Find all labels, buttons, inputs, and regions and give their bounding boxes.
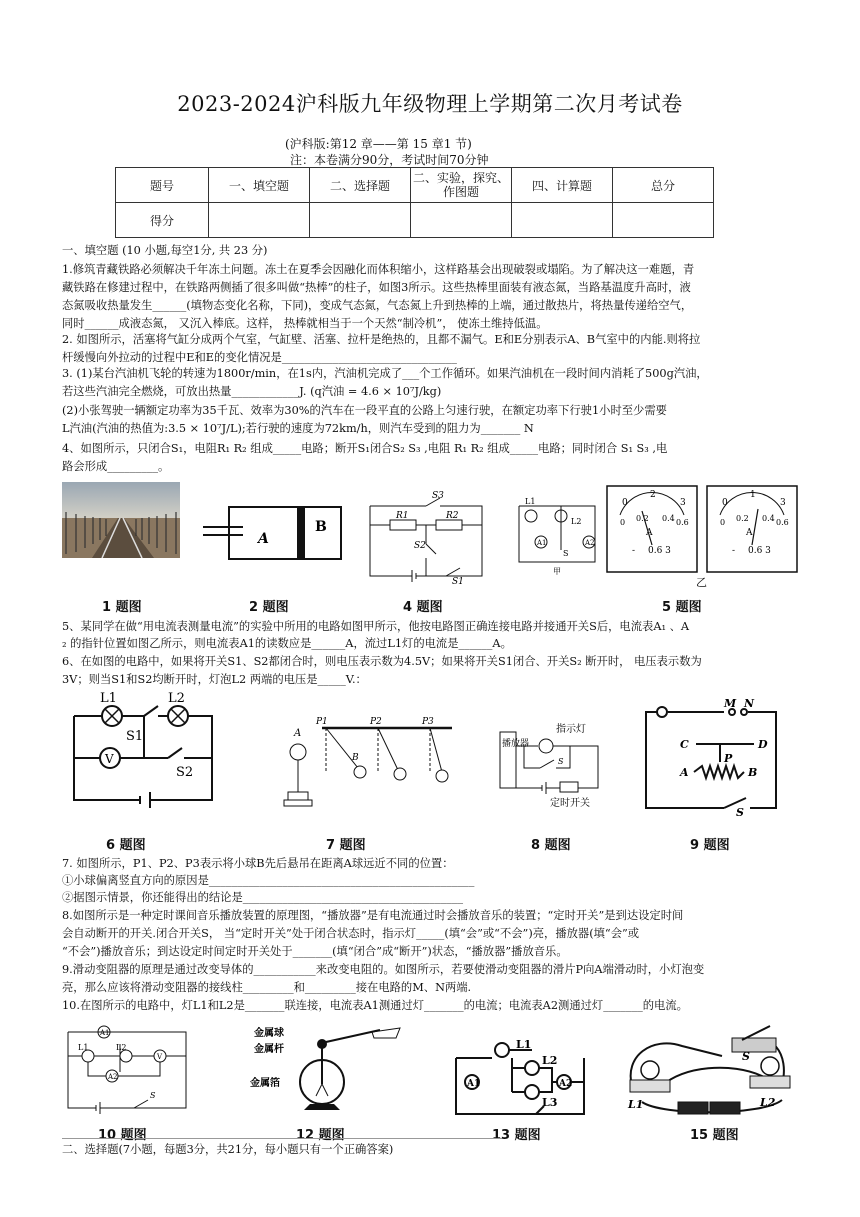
score-cell[interactable] bbox=[209, 203, 310, 238]
table-header-row bbox=[116, 168, 714, 203]
svg-text:0.2: 0.2 bbox=[736, 514, 749, 523]
ball-a-label: A bbox=[294, 728, 302, 739]
sub-figure-label: 乙 bbox=[696, 576, 707, 589]
question-line: 2. 如图所示，活塞将气缸分成两个气室，气缸壁、活塞、拉杆是绝热的，且都不漏气。E和E分别表示A、B气室中的内能.则将拉 bbox=[62, 333, 701, 346]
figure-caption: 2 题图 bbox=[249, 600, 289, 615]
question-line: 会自动断开的开关.闭合开关S， 当“定时开关”处于闭合状态时，指示灯_____(填“会”或“不会”)亮，播放器(填“会”或 bbox=[62, 927, 640, 940]
score-cell[interactable] bbox=[411, 203, 512, 238]
question-line: 态氮吸收热量发生______(填物态变化名称，下同)，变成气态氮，气态氮上升到热棒的上端，通过散热片，将热量传递给空气， bbox=[62, 299, 693, 312]
timer-label: 定时开关 bbox=[550, 798, 590, 808]
lamp-label: L1 bbox=[516, 1038, 532, 1051]
figure-caption: 9 题图 bbox=[690, 838, 730, 853]
chamber-a-label: A bbox=[258, 531, 269, 547]
svg-text:0: 0 bbox=[622, 498, 628, 508]
table-row-label: 得分 bbox=[116, 203, 209, 238]
ammeter-label: A1 bbox=[100, 1029, 110, 1037]
question-line: ①小球偏离竖直方向的原因是_______________________________________________ bbox=[62, 874, 475, 887]
lamp-label: L2 bbox=[571, 517, 582, 526]
svg-text:1: 1 bbox=[750, 490, 756, 500]
question-line: 1.修筑青藏铁路必须解决千年冻土问题。冻土在夏季会因融化而体积缩小，这样路基会出现破裂或塌陷。为了解决这一难题，青 bbox=[62, 263, 695, 276]
figure-caption: 6 题图 bbox=[106, 838, 146, 853]
svg-text:0.6: 0.6 bbox=[676, 518, 689, 527]
svg-text:3: 3 bbox=[680, 498, 686, 508]
lamp-label: L1 bbox=[525, 497, 536, 506]
question-line: ₂ 的指针位置如图乙所示，则电流表A1的读数应是______A，流过L1灯的电流是______A。 bbox=[62, 637, 512, 650]
figure-caption: 13 题图 bbox=[492, 1128, 541, 1143]
question-line: L汽油(汽油的热值为:3.5 × 10⁷J/L);若行驶的速度为72km/h，则汽车受到的阻力为_______ N bbox=[62, 422, 534, 435]
ammeter-label: A2 bbox=[108, 1073, 118, 1081]
section-heading: 一、填空题 (10 小题,每空1分, 共 23 分) bbox=[62, 244, 268, 257]
question-line: “不会”)播放音乐；到达设定时间定时开关处于_______(填“闭合”成“断开”)状态，“播放器”播放音乐。 bbox=[62, 945, 568, 958]
terminal-label: D bbox=[758, 738, 768, 751]
svg-text:3: 3 bbox=[780, 498, 786, 508]
question-line: 8.如图所示是一种定时课间音乐播放装置的原理图，“播放器”是有电流通过时会播放音乐的装置；“定时开关”是到达设定时间 bbox=[62, 909, 684, 922]
table-header-cell: 二、选择题 bbox=[310, 168, 411, 203]
question-line: 若这些汽油完全燃烧，可放出热量____________J. (q汽油 = 4.6 × 10⁷J/kg) bbox=[62, 385, 442, 398]
score-table bbox=[115, 167, 714, 238]
figure-caption: 15 题图 bbox=[690, 1128, 739, 1143]
svg-text:0.6 3: 0.6 3 bbox=[648, 546, 671, 556]
position-label: P1 bbox=[316, 717, 328, 727]
question-line: 同时______成液态氮， 又沉入棒底。这样， 热棒就相当于一个天然“制冷机”， 使冻土维持低温。 bbox=[62, 317, 548, 330]
svg-text:0: 0 bbox=[722, 498, 728, 508]
switch-label: S bbox=[742, 1050, 750, 1063]
circuit-figure-5a bbox=[509, 492, 605, 576]
svg-text:-: - bbox=[632, 546, 636, 556]
sub-figure-label: 甲 bbox=[553, 567, 561, 576]
question-line: 杆缓慢向外拉动的过程中E和E的变化情况是_______________________________ bbox=[62, 351, 457, 364]
circuit-figure-4 bbox=[366, 486, 486, 586]
question-line: 4、如图所示，只闭合S₁，电阻R₁ R₂ 组成_____电路；断开S₁闭合S₂ S₃ ,电阻 R₁ R₂ 组成_____电路；同时闭合 S₁ S₃ ,电 bbox=[62, 442, 668, 455]
electroscope-balls-figure bbox=[282, 712, 457, 816]
ammeter-label: A1 bbox=[537, 539, 547, 547]
switch-label: S bbox=[558, 757, 564, 766]
lamp-label: L1 bbox=[78, 1043, 89, 1052]
terminal-label: B bbox=[748, 766, 758, 779]
question-line: 藏铁路在修建过程中，在铁路两侧插了很多叫做“热棒”的柱子，如图3所示。这些热棒里面装有液态氮，当路基温度升高时，液 bbox=[62, 281, 691, 294]
voltmeter-label: V bbox=[157, 1053, 163, 1061]
svg-text:0.6: 0.6 bbox=[776, 518, 789, 527]
section-heading: 二、选择题(7小题，每题3分，共21分，每小题只有一个正确答案) bbox=[62, 1143, 394, 1156]
lamp-label: L2 bbox=[760, 1096, 776, 1109]
terminal-label: N bbox=[744, 698, 755, 710]
voltmeter-label: V bbox=[105, 752, 114, 766]
lamp-label: L3 bbox=[542, 1096, 558, 1109]
table-header-cell: 二、实验，探究、作图题 bbox=[411, 168, 512, 203]
electroscope-figure bbox=[250, 1026, 410, 1122]
switch-label: S bbox=[563, 549, 569, 558]
svg-text:0.4: 0.4 bbox=[662, 514, 675, 523]
circuit-figure-13 bbox=[452, 1038, 588, 1120]
svg-text:A: A bbox=[746, 528, 753, 538]
circuit-figure-10 bbox=[64, 1024, 190, 1118]
svg-text:0: 0 bbox=[720, 518, 726, 527]
question-line: ②据图示情景，你还能得出的结论是_______________________________________ bbox=[62, 891, 464, 904]
lamp-label: L2 bbox=[168, 691, 185, 706]
switch-label: S1 bbox=[452, 577, 464, 586]
lamp-label: L1 bbox=[100, 691, 117, 706]
question-line: 7. 如图所示，P1、P2、P3表示将小球B先后悬吊在距离A球远近不同的位置： bbox=[62, 857, 454, 870]
slider-label: P bbox=[724, 752, 733, 765]
question-line: 3. (1)某台汽油机飞轮的转速为1800r/min，在1s内，汽油机完成了___个工作循环。如果汽油机在一段时间内消耗了500g汽油， bbox=[62, 367, 708, 380]
lamp-label: L2 bbox=[116, 1043, 127, 1052]
table-header-cell: 题号 bbox=[116, 168, 209, 203]
switch-label: S2 bbox=[176, 765, 194, 780]
figure-caption: 4 题图 bbox=[403, 600, 443, 615]
svg-text:0.2: 0.2 bbox=[636, 514, 649, 523]
question-line: 6、在如图的电路中，如果将开关S1、S2都闭合时，则电压表示数为4.5V；如果将开关S1闭合、开关S₂ 断开时， 电压表示数为 bbox=[62, 655, 702, 668]
figure-caption: 1 题图 bbox=[102, 600, 142, 615]
question-line: 5、某同学在做“用电流表测量电流”的实验中所用的电路如图甲所示，他按电路图正确连接电路并接通开关S后，电流表A₁ 、A bbox=[62, 620, 690, 633]
question-line: 亮，那么应该将滑动变阻器的接线柱_________和_________接在电路的M、N两端. bbox=[62, 981, 472, 994]
resistor-label: R1 bbox=[396, 511, 409, 521]
ammeter-dial-1 bbox=[606, 485, 698, 573]
indicator-label: 指示灯 bbox=[556, 724, 586, 735]
svg-text:0.6 3: 0.6 3 bbox=[748, 546, 771, 556]
rheostat-circuit bbox=[640, 698, 782, 816]
table-header-cell: 总分 bbox=[613, 168, 714, 203]
metal-rod-label: 金属杆 bbox=[254, 1044, 284, 1055]
switch-label: S bbox=[736, 806, 744, 816]
question-line: 3V；则当S1和S2均断开时，灯泡L2 两端的电压是_____V.： bbox=[62, 673, 367, 686]
chamber-b-label: B bbox=[315, 519, 327, 535]
svg-text:0: 0 bbox=[620, 518, 626, 527]
metal-foil-label: 金属箔 bbox=[250, 1078, 280, 1089]
figure-caption: 7 题图 bbox=[326, 838, 366, 853]
ammeter-label: A1 bbox=[467, 1079, 481, 1089]
position-label: P2 bbox=[370, 717, 382, 727]
timer-player-circuit bbox=[498, 716, 613, 808]
piston-cylinder-figure bbox=[203, 505, 343, 565]
lamp-label: L2 bbox=[542, 1054, 558, 1067]
ammeter-dial-2 bbox=[706, 485, 798, 573]
switch-label: S2 bbox=[414, 541, 426, 551]
position-label: P3 bbox=[422, 717, 434, 727]
svg-text:A: A bbox=[646, 528, 653, 538]
score-note: 注：本卷满分90分，考试时间70分钟 bbox=[290, 153, 489, 167]
question-line: 9.滑动变阻器的原理是通过改变导体的___________来改变电阻的。如图所示，若要使滑动变阻器的滑片P向A端滑动时，小灯泡变 bbox=[62, 963, 705, 976]
svg-text:0.4: 0.4 bbox=[762, 514, 775, 523]
player-label: 播放器 bbox=[502, 739, 530, 749]
score-cell[interactable] bbox=[613, 203, 714, 238]
score-cell[interactable] bbox=[512, 203, 613, 238]
resistor-label: R2 bbox=[446, 511, 459, 521]
terminal-label: A bbox=[680, 766, 689, 779]
lamp-label: L1 bbox=[628, 1098, 644, 1111]
table-score-row bbox=[116, 203, 714, 238]
figure-caption: 10 题图 bbox=[98, 1128, 147, 1143]
svg-text:-: - bbox=[732, 546, 736, 556]
page-title: 2023-2024沪科版九年级物理上学期第二次月考试卷 bbox=[177, 92, 683, 116]
switch-label: S bbox=[150, 1091, 156, 1100]
score-cell[interactable] bbox=[310, 203, 411, 238]
figure-caption: 12 题图 bbox=[296, 1128, 345, 1143]
question-line: 路会形成_________。 bbox=[62, 460, 170, 473]
switch-label: S3 bbox=[432, 491, 444, 501]
ammeter-label: A2 bbox=[559, 1079, 573, 1089]
terminal-label: M bbox=[724, 698, 737, 710]
circuit-figure-6 bbox=[68, 688, 218, 812]
physical-circuit-15 bbox=[622, 1016, 792, 1118]
table-header-cell: 一、填空题 bbox=[209, 168, 310, 203]
question-line: (2)小张驾驶一辆额定功率为35千瓦、效率为30%的汽车在一段平直的公路上匀速行驶，在额定功率下行驶1小时至少需要 bbox=[62, 404, 667, 417]
terminal-label: C bbox=[680, 738, 689, 751]
question-line: 10.在图所示的电路中，灯L1和L2是_______联连接，电流表A1测通过灯_______的电流；电流表A2测通过灯_______的电流。 bbox=[62, 999, 688, 1012]
figure-caption: 5 题图 bbox=[662, 600, 702, 615]
switch-label: S1 bbox=[126, 729, 144, 744]
figure-caption: 8 题图 bbox=[531, 838, 571, 853]
svg-text:2: 2 bbox=[650, 490, 656, 500]
railway-photo bbox=[62, 482, 180, 558]
ammeter-label: A2 bbox=[585, 539, 595, 547]
table-header-cell: 四、计算题 bbox=[512, 168, 613, 203]
ball-b-label: B bbox=[352, 753, 359, 763]
metal-ball-label: 金属球 bbox=[254, 1028, 284, 1039]
divider bbox=[62, 1138, 502, 1139]
scope-note: (沪科版:第12 章——第 15 章1 节) bbox=[285, 137, 472, 151]
